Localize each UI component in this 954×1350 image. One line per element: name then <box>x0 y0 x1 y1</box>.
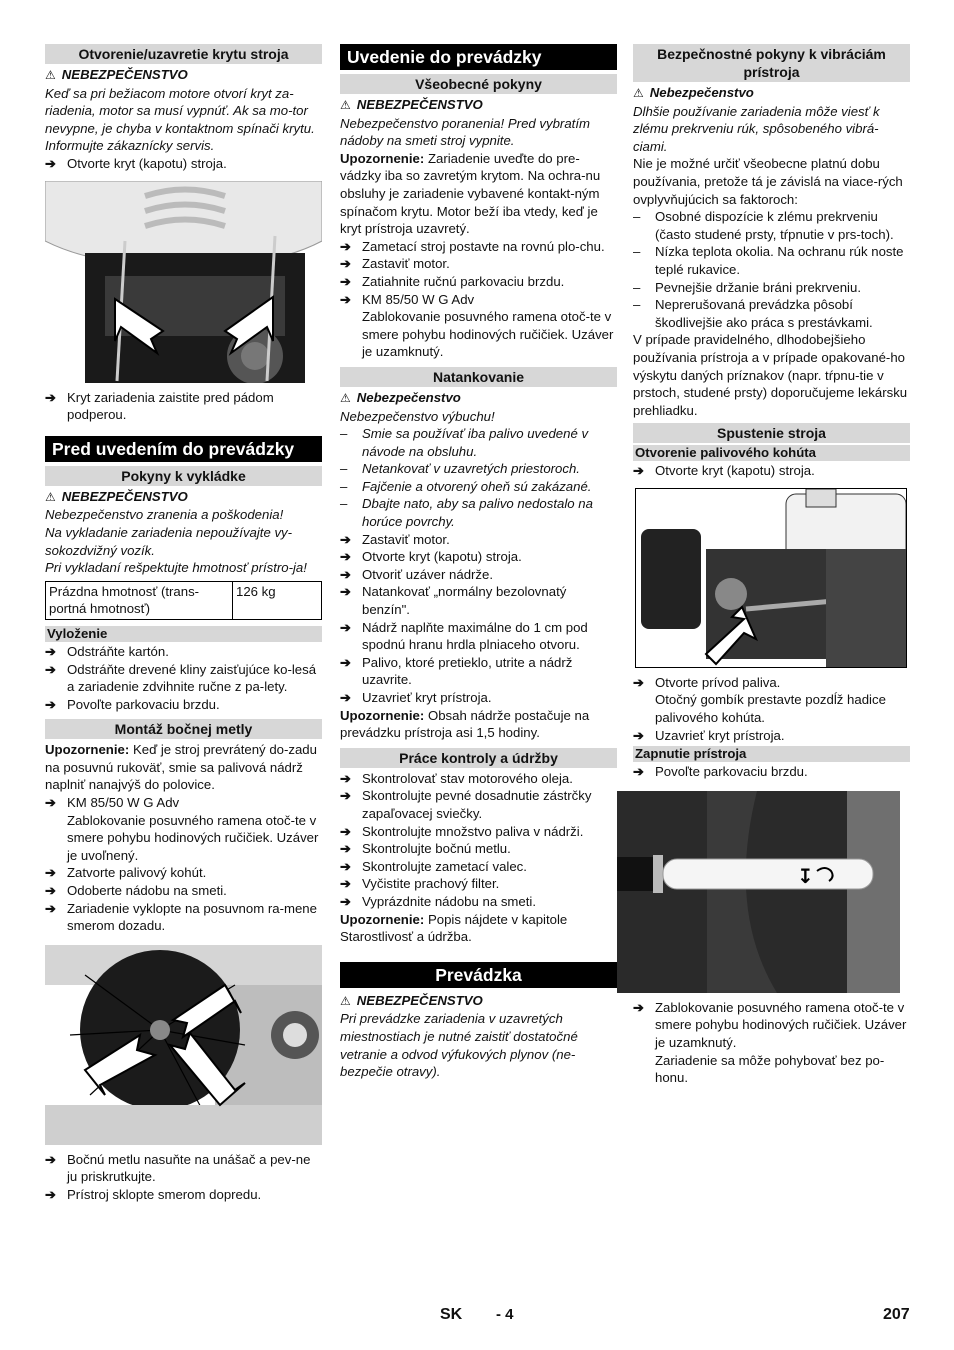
arrow-icon: ➔ <box>340 291 352 307</box>
arrow-icon: ➔ <box>340 858 352 874</box>
danger-text: Dlhšie používanie zariadenia môže viesť k zlému prekrveniu rúk, spôsobeného vibrá-ciami. <box>633 103 880 154</box>
step: ➔ Otvorte kryt (kapotu) stroja. <box>633 463 815 479</box>
arrow-icon: ➔ <box>45 900 57 916</box>
step: ➔ Zariadenie vyklopte na posuvnom ra-mene smerom dozadu. <box>45 900 317 934</box>
heading-unload: Pokyny k vykládke <box>45 466 322 486</box>
arrow-icon: ➔ <box>340 823 352 839</box>
list-item: – Fajčenie a otvorený oheň sú zakázané. <box>340 478 592 494</box>
step: ➔ Povoľte parkovaciu brzdu. <box>633 764 808 780</box>
note: Upozornenie: Popis nájdete v kapitole Starostlivosť a údržba. <box>340 911 568 945</box>
chapter-heading-operation: Prevádzka <box>340 962 617 988</box>
danger-text: Pri vykladaní rešpektujte hmotnosť prístro-ja! <box>45 560 307 576</box>
list-item: – Smie sa používať iba palivo uvedené v návode na obsluhu. <box>340 426 589 459</box>
arrow-icon: ➔ <box>340 584 352 600</box>
subheading-fuel-cock: Otvorenie palivového kohúta <box>633 445 910 461</box>
cover-photo <box>45 181 322 383</box>
arrow-icon: ➔ <box>340 770 352 786</box>
arrow-icon: ➔ <box>340 893 352 909</box>
arrow-icon: ➔ <box>340 654 352 670</box>
step: ➔ Zastaviť motor. <box>340 531 450 547</box>
arrow-icon: ➔ <box>45 883 57 899</box>
note: Upozornenie: Keď je stroj prevrátený do-zadu na posuvnú rukoväť, smie sa palivová nádrž naplniť nanajvýš do polovice. <box>45 742 317 793</box>
handle-lock-photo <box>617 791 900 993</box>
arrow-icon: ➔ <box>45 155 57 171</box>
arrow-icon: ➔ <box>340 256 352 272</box>
fuel-cock-photo <box>635 488 907 668</box>
column-1 <box>45 44 322 1204</box>
list-item: – Dbajte nato, aby sa palivo nedostalo na horúce povrchy. <box>340 496 593 530</box>
step-detail: Otočný gombík prestavte pozdĺž hadice palivového kohúta. <box>655 692 886 726</box>
step: ➔ Otvorte kryt (kapotu) stroja. <box>45 155 227 171</box>
weight-value: 126 kg <box>233 581 322 619</box>
step: ➔ Zastaviť motor. <box>340 256 450 272</box>
arrow-icon: ➔ <box>340 531 352 547</box>
side-brush-illustration <box>45 945 322 1145</box>
arrow-icon: ➔ <box>45 696 57 712</box>
heading-maintenance: Práce kontroly a údržby <box>340 748 617 768</box>
step: ➔ Bočnú metlu nasuňte na unášač a pev-ne ju priskrutkujte. <box>45 1151 311 1185</box>
warning-icon: ⚠ <box>340 390 351 405</box>
step: ➔ Otvoriť uzáver nádrže. <box>340 566 494 582</box>
paragraph: Nie je možné určiť všeobecne platnú dobu používania, pretože tá je závislá na viace-rých ovplyvňujúcich sa faktoroch: <box>633 156 903 207</box>
arrow-icon: ➔ <box>45 661 57 677</box>
warning-icon: ⚠ <box>633 86 644 100</box>
step: ➔ Prístroj sklopte smerom dopredu. <box>45 1187 262 1202</box>
step: ➔ Palivo, ktoré pretieklo, utrite a nádrž uzavrite. <box>340 654 573 688</box>
step-detail: Zablokovanie posuvného ramena otoč-te v smere pohybu hodinových ručičiek. Uzáver je uvoľnený. <box>67 812 319 863</box>
arrow-icon: ➔ <box>633 999 645 1015</box>
danger-text: Pri prevádzke zariadenia v uzavretých miestnostiach je nutné zaistiť dostatočné vetranie a odvod výfukových plynov (ne-bezpečie otravy). <box>340 1011 578 1080</box>
warning-icon: ⚠ <box>340 993 351 1008</box>
arrow-icon: ➔ <box>340 566 352 582</box>
arrow-icon: ➔ <box>340 273 352 289</box>
step: ➔ KM 85/50 W G Adv <box>340 291 475 307</box>
list-item: – Netankovať v uzavretých priestoroch. <box>340 461 580 477</box>
danger-label: ⚠ NEBEZPEČENSTVO <box>45 67 188 82</box>
weight-label: Prázdna hmotnosť (trans-portná hmotnosť) <box>46 581 233 619</box>
arrow-icon: ➔ <box>45 865 57 881</box>
side-brush-photo <box>45 945 322 1145</box>
step: ➔ Nádrž naplňte maximálne do 1 cm pod spodnú hranu hrdla plniaceho otvoru. <box>340 619 588 653</box>
warning-icon: ⚠ <box>340 98 351 112</box>
danger-label: ⚠ Nebezpečenstvo <box>340 389 461 405</box>
weight-table <box>45 581 322 620</box>
step: ➔ Natankovať „normálny bezolovnatý benzín". <box>340 584 567 618</box>
arrow-icon: ➔ <box>633 727 645 743</box>
step: ➔ Skontrolujte množstvo paliva v nádrži. <box>340 823 584 839</box>
paragraph: V prípade pravidelného, dlhodobejšieho používania prístroja a v prípade opakované-ho výskytu daných príznakov (napr. tŕpnu-tie v prstoch, studené prsty) doporučujeme lekársku prehliadku. <box>633 332 908 418</box>
arrow-icon: ➔ <box>340 876 352 892</box>
danger-label: ⚠ NEBEZPEČENSTVO <box>340 992 483 1008</box>
step: ➔ Odstráňte kartón. <box>45 643 169 659</box>
step: ➔ Odstráňte drevené kliny zaisťujúce ko-lesá a zariadenie zdvihnite ručne z pa-lety. <box>45 661 317 695</box>
danger-text: Na vykladanie zariadenia nepoužívajte vy-sokozdvižný vozík. <box>45 524 293 558</box>
warning-icon: ⚠ <box>45 489 56 504</box>
danger-label: ⚠ NEBEZPEČENSTVO <box>340 97 483 112</box>
open-cover-illustration <box>45 181 322 383</box>
svg-text:↧: ↧ <box>797 863 814 888</box>
danger-text: Keď sa pri bežiacom motore otvorí kryt za-riadenia, motor sa musí vypnúť. Ak sa mo-tor nevypne, je chyba v kontaktnom spínači krytu. Informujte zákaznícky servis. <box>45 85 315 154</box>
arrow-icon: ➔ <box>340 619 352 635</box>
arrow-icon: ➔ <box>340 238 352 254</box>
step-detail: Zariadenie sa môže pohybovať bez po-honu. <box>655 1052 885 1086</box>
heading-cover: Otvorenie/uzavretie krytu stroja <box>45 44 322 64</box>
step: ➔ Kryt zariadenia zaistite pred pádom podperou. <box>45 389 274 423</box>
step: ➔ Povoľte parkovaciu brzdu. <box>45 696 220 712</box>
arrow-icon: ➔ <box>633 463 645 479</box>
arrow-icon: ➔ <box>45 1187 57 1202</box>
step: ➔ Skontrolujte bočnú metlu. <box>340 841 511 857</box>
handle-lock-illustration <box>617 791 900 993</box>
chapter-heading-before-start: Pred uvedením do prevádzky <box>45 436 322 462</box>
danger-text: Nebezpečenstvo zranenia a poškodenia! <box>45 507 284 523</box>
note: Upozornenie: Obsah nádrže postačuje na prevádzku prístroja asi 1,5 hodiny. <box>340 707 590 741</box>
step: ➔ Skontrolujte zametací valec. <box>340 858 527 874</box>
language-code: SK <box>440 1306 463 1323</box>
heading-start-machine: Spustenie stroja <box>633 423 910 443</box>
step: ➔ Zametací stroj postavte na rovnú plo-chu. <box>340 238 605 254</box>
step: ➔ Skontrolujte pevné dosadnutie zástrčky zapaľovacej sviečky. <box>340 788 592 821</box>
chapter-heading-start-up: Uvedenie do prevádzky <box>340 44 617 70</box>
arrow-icon: ➔ <box>340 841 352 857</box>
arrow-icon: ➔ <box>45 389 57 405</box>
arrow-icon: ➔ <box>340 788 352 804</box>
arrow-icon: ➔ <box>45 795 57 811</box>
step: ➔ Zatiahnite ručnú parkovaciu brzdu. <box>340 273 565 289</box>
list-item: – Neprerušovaná prevádzka pôsobí škodlivejšie ako práca s prestávkami. <box>633 297 873 330</box>
heading-refuel: Natankovanie <box>340 367 617 387</box>
column-2 <box>340 44 617 1081</box>
arrow-icon: ➔ <box>633 764 645 780</box>
step: ➔ Otvorte kryt (kapotu) stroja. <box>340 549 522 565</box>
heading-general: Všeobecné pokyny <box>340 74 617 94</box>
step: ➔ Odoberte nádobu na smeti. <box>45 883 227 899</box>
fuel-cock-illustration <box>636 489 906 667</box>
list-item: – Nízka teplota okolia. Na ochranu rúk noste teplé rukavice. <box>633 244 904 277</box>
page-number: 207 <box>883 1306 910 1323</box>
danger-label: ⚠ NEBEZPEČENSTVO <box>45 488 188 504</box>
step: ➔ Vyčistite prachový filter. <box>340 876 500 892</box>
step-detail: Zablokovanie posuvného ramena otoč-te v smere pohybu hodinových ručičiek. Uzáver je uzamknutý. <box>362 309 614 360</box>
step: ➔ Zatvorte palivový kohút. <box>45 865 207 881</box>
heading-vibration: Bezpečnostné pokyny k vibráciám prístroja <box>633 44 910 82</box>
step: ➔ Vyprázdnite nádobu na smeti. <box>340 893 536 909</box>
danger-text: Nebezpečenstvo poranenia! Pred vybratím nádoby na smeti stroj vypnite. <box>340 115 590 149</box>
subheading-unloading: Vyloženie <box>45 626 322 642</box>
arrow-icon: ➔ <box>45 1151 57 1167</box>
arrow-icon: ➔ <box>45 643 57 659</box>
arrow-icon: ➔ <box>340 690 352 705</box>
step: ➔ Uzavrieť kryt prístroja. <box>633 727 785 743</box>
subheading-switch-on: Zapnutie prístroja <box>633 746 910 762</box>
step: ➔ KM 85/50 W G Adv <box>45 795 180 811</box>
step: ➔ Otvorte prívod paliva. <box>633 674 781 690</box>
step: ➔ Skontrolovať stav motorového oleja. <box>340 770 573 786</box>
danger-label: ⚠ Nebezpečenstvo <box>633 85 754 100</box>
section-page-number: - 4 <box>496 1306 514 1323</box>
column-3 <box>633 44 910 1087</box>
step: ➔ Uzavrieť kryt prístroja. <box>340 690 492 705</box>
danger-text: Nebezpečenstvo výbuchu! <box>340 408 495 424</box>
heading-side-brush: Montáž bočnej metly <box>45 719 322 739</box>
note: Upozornenie: Zariadenie uveďte do pre-vádzky iba so zavretým krytom. Na ochra-nu obsluhy je zariadenie vybavené kontakt-ným spínačom krytu. Motor beží iba vtedy, keď je kryt prístroja uzavretý. <box>340 150 601 237</box>
list-item: – Pevnejšie držanie bráni prekrveniu. <box>633 279 861 295</box>
list-item: – Osobné dispozície k zlému prekrveniu (často studené prsty, tŕpnutie v prs-toch). <box>633 209 894 242</box>
warning-icon: ⚠ <box>45 68 56 82</box>
arrow-icon: ➔ <box>340 549 352 565</box>
arrow-icon: ➔ <box>633 674 645 690</box>
step: ➔ Zablokovanie posuvného ramena otoč-te v smere pohybu hodinových ručičiek. Uzáver je uzamknutý. <box>633 999 907 1051</box>
